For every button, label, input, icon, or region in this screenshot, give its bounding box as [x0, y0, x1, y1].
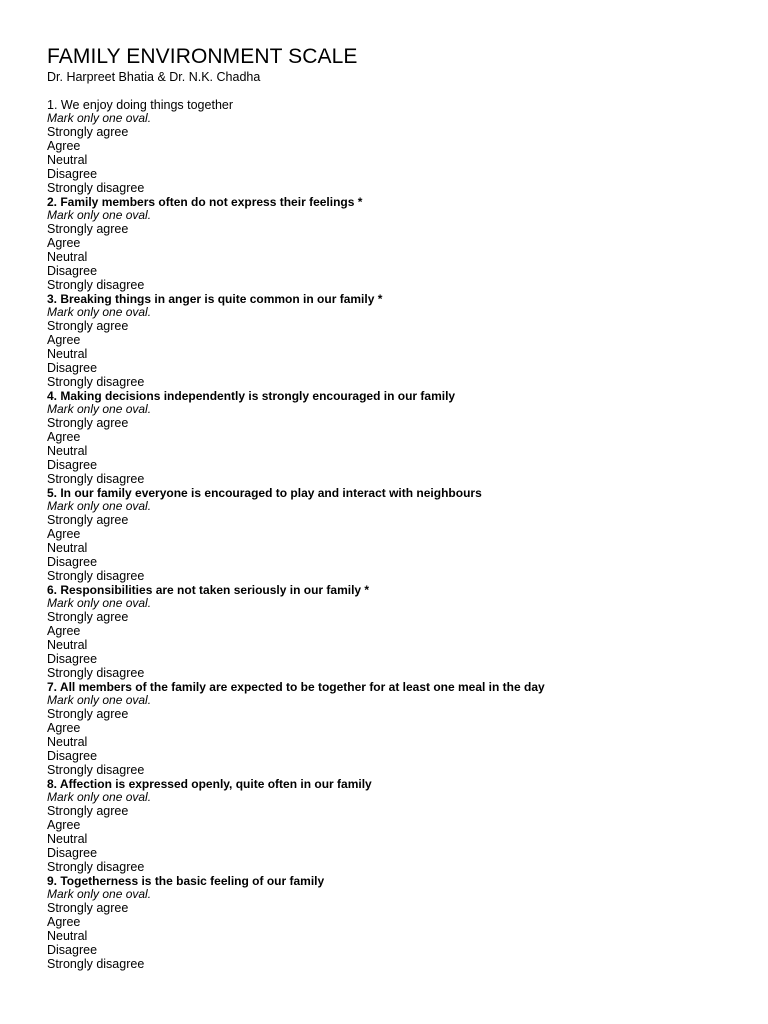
question-instruction: Mark only one oval.	[47, 305, 152, 319]
question-instruction: Mark only one oval.	[47, 499, 152, 513]
question-block	[47, 486, 768, 583]
question-text: 1. We enjoy doing things together	[47, 98, 234, 112]
answer-option[interactable]: Disagree	[47, 458, 98, 472]
answer-option[interactable]: Strongly disagree	[47, 278, 145, 292]
answer-option[interactable]: Disagree	[47, 943, 98, 957]
question-text: 5. In our family everyone is encouraged to play and interact with neighbours	[47, 486, 482, 500]
answer-option[interactable]: Disagree	[47, 652, 98, 666]
answer-option[interactable]: Agree	[47, 139, 81, 153]
question-instruction: Mark only one oval.	[47, 208, 152, 222]
question-text: 9. Togetherness is the basic feeling of our family	[47, 874, 325, 888]
question-text: 4. Making decisions independently is strongly encouraged in our family	[47, 389, 456, 403]
answer-option[interactable]: Strongly agree	[47, 222, 129, 236]
answer-option[interactable]: Strongly agree	[47, 804, 129, 818]
answer-option[interactable]: Neutral	[47, 153, 88, 167]
answer-option[interactable]: Neutral	[47, 347, 88, 361]
answer-option[interactable]: Strongly agree	[47, 319, 129, 333]
answer-option[interactable]: Agree	[47, 333, 81, 347]
answer-option[interactable]: Strongly disagree	[47, 763, 145, 777]
answer-option[interactable]: Strongly agree	[47, 513, 129, 527]
answer-option[interactable]: Strongly disagree	[47, 666, 145, 680]
question-instruction: Mark only one oval.	[47, 111, 152, 125]
question-block	[47, 583, 768, 680]
answer-option[interactable]: Neutral	[47, 832, 88, 846]
answer-option[interactable]: Agree	[47, 527, 81, 541]
question-block	[47, 292, 768, 389]
answer-option[interactable]: Agree	[47, 721, 81, 735]
answer-option[interactable]: Neutral	[47, 250, 88, 264]
answer-option[interactable]: Strongly agree	[47, 901, 129, 915]
answer-option[interactable]: Strongly disagree	[47, 181, 145, 195]
answer-option[interactable]: Agree	[47, 915, 81, 929]
document-authors: Dr. Harpreet Bhatia & Dr. N.K. Chadha	[47, 70, 261, 84]
answer-option[interactable]: Disagree	[47, 361, 98, 375]
question-instruction: Mark only one oval.	[47, 596, 152, 610]
answer-option[interactable]: Neutral	[47, 541, 88, 555]
answer-option[interactable]: Agree	[47, 818, 81, 832]
answer-option[interactable]: Strongly disagree	[47, 860, 145, 874]
question-text: 7. All members of the family are expected to be together for at least one meal in the day	[47, 680, 545, 694]
document-title: FAMILY ENVIRONMENT SCALE	[47, 45, 358, 68]
question-block	[47, 777, 768, 874]
answer-option[interactable]: Neutral	[47, 735, 88, 749]
answer-option[interactable]: Strongly agree	[47, 610, 129, 624]
question-instruction: Mark only one oval.	[47, 790, 152, 804]
answer-option[interactable]: Disagree	[47, 749, 98, 763]
answer-option[interactable]: Strongly disagree	[47, 569, 145, 583]
question-block	[47, 389, 768, 486]
question-text: 2. Family members often do not express their feelings *	[47, 195, 363, 209]
answer-option[interactable]: Strongly agree	[47, 707, 129, 721]
answer-option[interactable]: Disagree	[47, 555, 98, 569]
answer-option[interactable]: Agree	[47, 236, 81, 250]
question-list	[47, 98, 768, 971]
answer-option[interactable]: Disagree	[47, 264, 98, 278]
answer-option[interactable]: Strongly disagree	[47, 375, 145, 389]
answer-option[interactable]: Neutral	[47, 638, 88, 652]
answer-option[interactable]: Disagree	[47, 846, 98, 860]
question-block	[47, 874, 768, 971]
question-instruction: Mark only one oval.	[47, 887, 152, 901]
answer-option[interactable]: Agree	[47, 624, 81, 638]
question-instruction: Mark only one oval.	[47, 402, 152, 416]
question-text: 3. Breaking things in anger is quite common in our family *	[47, 292, 383, 306]
question-text: 8. Affection is expressed openly, quite often in our family	[47, 777, 372, 791]
question-text: 6. Responsibilities are not taken seriously in our family *	[47, 583, 370, 597]
answer-option[interactable]: Strongly disagree	[47, 957, 145, 971]
question-instruction: Mark only one oval.	[47, 693, 152, 707]
answer-option[interactable]: Strongly agree	[47, 125, 129, 139]
answer-option[interactable]: Agree	[47, 430, 81, 444]
answer-option[interactable]: Strongly agree	[47, 416, 129, 430]
answer-option[interactable]: Neutral	[47, 929, 88, 943]
question-block	[47, 195, 768, 292]
answer-option[interactable]: Disagree	[47, 167, 98, 181]
question-block	[47, 680, 768, 777]
answer-option[interactable]: Strongly disagree	[47, 472, 145, 486]
answer-option[interactable]: Neutral	[47, 444, 88, 458]
question-block	[47, 98, 768, 195]
